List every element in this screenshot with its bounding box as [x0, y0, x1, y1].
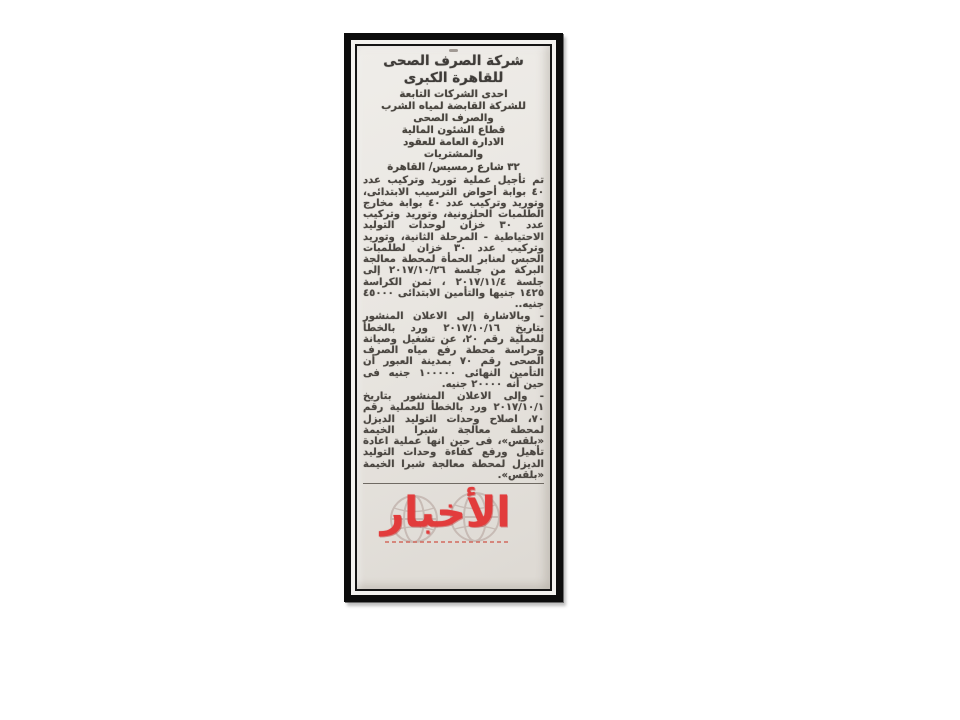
announcement-paragraph-postponement: تم تأجيل عملية توريد وتركيب عدد ٤٠ بوابة أحواض الترسيب الابتدائى، وتوريد وتركيب عدد ٤٠ بوابة مخارج الطلمبات الحلزونية، وتوريد وتركيب عدد ٣٠ خزان لوحدات التوليد الاحتياطية - المرحلة الثانية، وتوريد وتركيب عدد ٣٠ خزان لطلمبات الحبس لعنابر الحمأة لمحطة معالجة البركة من جلسة ٢٠١٧/١٠/٢٦ إلى جلسة ٢٠١٧/١١/٤ ، ثمن الكراسة ١٤٢٥ جنيها والتأمين الابتدائى ٤٥٠٠٠ جنيه.. [363, 175, 544, 311]
clipping-mat-border [351, 40, 556, 595]
company-address: ٣٢ شارع رمسيس/ القاهرة [387, 162, 520, 174]
title-line-2: للقاهرة الكبرى [403, 69, 504, 86]
al-akhbar-logo-text: الأخبار [380, 487, 511, 537]
newspaper-clipping [355, 44, 552, 591]
clipping-subtitle [363, 89, 544, 160]
title-line-1: شركة الصرف الصحى [383, 53, 524, 69]
clipping-title [363, 53, 544, 86]
subtitle-line: احدى الشركات التابعة [399, 89, 508, 100]
al-akhbar-newspaper-logo [369, 487, 523, 546]
scan-artifact-mark [449, 49, 458, 52]
announcement-paragraph-correction-2: - وإلى الاعلان المنشور بتاريخ ٢٠١٧/١٠/١ ورد بالخطأ للعملية رقم ٧٠، اصلاح وحدات التوليد الديزل لمحطة معالجة شبرا الخيمة «بلقس»، فى حين انها عملية اعادة تأهيل ورفع كفاءة وحدات التوليد الديزل لمحطة معالجة شبرا الخيمة «بلقس». [363, 391, 544, 484]
newspaper-clipping-frame [344, 33, 563, 602]
announcement-paragraph-correction-1: - وبالاشارة إلى الاعلان المنشور بتاريخ ٢٠١٧/١٠/١٦ ورد بالخطأ للعملية رقم ٢٠، عن تشغيل وصيانة وحراسة محطة رفع مياه الصرف الصحى رقم ٧٠ بمدينة العبور أن التأمين النهائى ١٠٠٠٠٠ جنيه فى حين أنه ٢٠٠٠٠ جنيه. [363, 311, 544, 390]
subtitle-line: الادارة العامة للعقود [403, 136, 504, 148]
subtitle-line: للشركة القابضة لمياه الشرب [381, 100, 526, 112]
subtitle-line: والمشتريات [423, 148, 484, 160]
subtitle-line: قطاع الشئون المالية [401, 124, 506, 136]
subtitle-line: والصرف الصحى [413, 112, 494, 124]
